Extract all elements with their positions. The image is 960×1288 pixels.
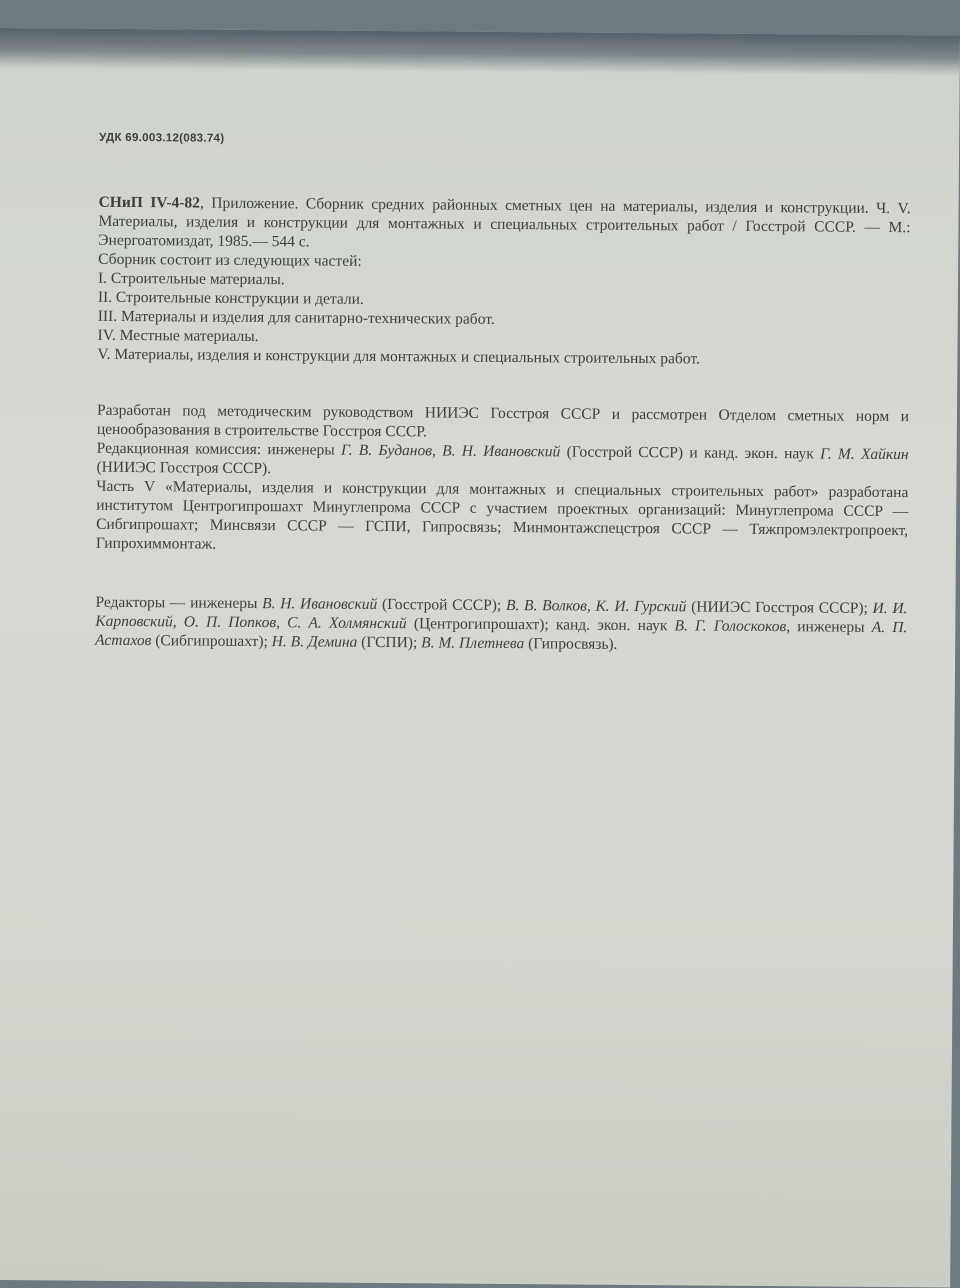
commission-names: Г. М. Хайкин — [820, 445, 909, 464]
commission-names: Г. В. Буданов, В. Н. Ивановский — [340, 441, 561, 461]
editors-text: Редакторы — инженеры — [95, 593, 263, 613]
editor-name: В. М. Плетнева — [421, 634, 525, 653]
part-item: IV. Местные материалы. — [97, 326, 259, 346]
editor-name: В. Г. Голоскоков — [674, 617, 787, 636]
editor-name: В. Н. Ивановский — [262, 595, 378, 613]
editors-text: (Центрогипрошахт); канд. экон. наук — [406, 615, 675, 635]
bibliographic-record — [98, 193, 910, 256]
commission-text: (Госстрой СССР) и канд. экон. наук — [560, 443, 821, 463]
parts-intro: Сборник состоит из следующих частей: — [98, 250, 362, 270]
page-content — [95, 129, 911, 656]
page-top-edge — [0, 28, 960, 76]
editors-text: (Сибгипрошахт); — [151, 632, 272, 651]
snip-code: СНиП IV-4-82 — [98, 193, 201, 212]
editor-name: В. В. Волков, К. И. Гурский — [505, 596, 687, 616]
editors-text: (НИИЭС Госстроя СССР); — [686, 598, 873, 617]
editors-paragraph — [95, 593, 907, 656]
commission-paragraph — [96, 439, 908, 483]
developed-paragraph: Разработан под методическим руководством НИИЭС Госстроя СССР и рассмотрен Отделом сметных норм и ценообразования в строительстве Госстроя СССР. — [96, 401, 910, 441]
editor-name: Н. В. Демина — [271, 633, 358, 651]
commission-text: Редакционная комиссия: инженеры — [96, 439, 342, 459]
editors-text: (Гипросвязь). — [524, 635, 618, 653]
editors-text: (Госстрой СССР); — [377, 595, 507, 614]
editor-name: И. И. Карповский, О. П. Попков, С. А. Холмянский — [95, 599, 908, 633]
udk-code: УДК 69.003.12(083.74) — [99, 131, 225, 145]
part-item: II. Строительные конструкции и детали. — [97, 288, 364, 308]
book-page — [0, 28, 960, 1288]
editors-text: , инженеры — [786, 618, 872, 636]
commission-text: (НИИЭС Госстроя СССР). — [96, 458, 272, 478]
part5-paragraph: Часть V «Материалы, изделия и конструкции для монтажных и специальных строительных работ» разработана институтом Центрогипрошахт Минуглепрома СССР с участием проектных организаций: Минуглепрома СССР — Сибгипрошахт; Минсвязи СССР — ГСПИ, Гипросвязь; Минмонтажспецстроя СССР — Тяжпромэлектропроект, Гипрохиммонтаж. — [95, 477, 909, 553]
editor-name: А. П. Астахов — [95, 618, 908, 650]
editors-text: (ГСПИ); — [357, 633, 422, 652]
part-item: III. Материалы и изделия для санитарно-технических работ. — [97, 307, 495, 328]
bib-text: , Приложение. Сборник средних районных сметных цен на материалы, изделия и конструкции. Ч. V. Материалы, изделия и конструкции для монтажных и специальных строительных работ / Госстрой СССР. — М.: Энергоатомиздат, 1985.— 544 с. — [98, 194, 911, 251]
part-item: I. Строительные материалы. — [97, 269, 285, 289]
part-item: V. Материалы, изделия и конструкции для монтажных и специальных строительных работ. — [97, 345, 700, 368]
